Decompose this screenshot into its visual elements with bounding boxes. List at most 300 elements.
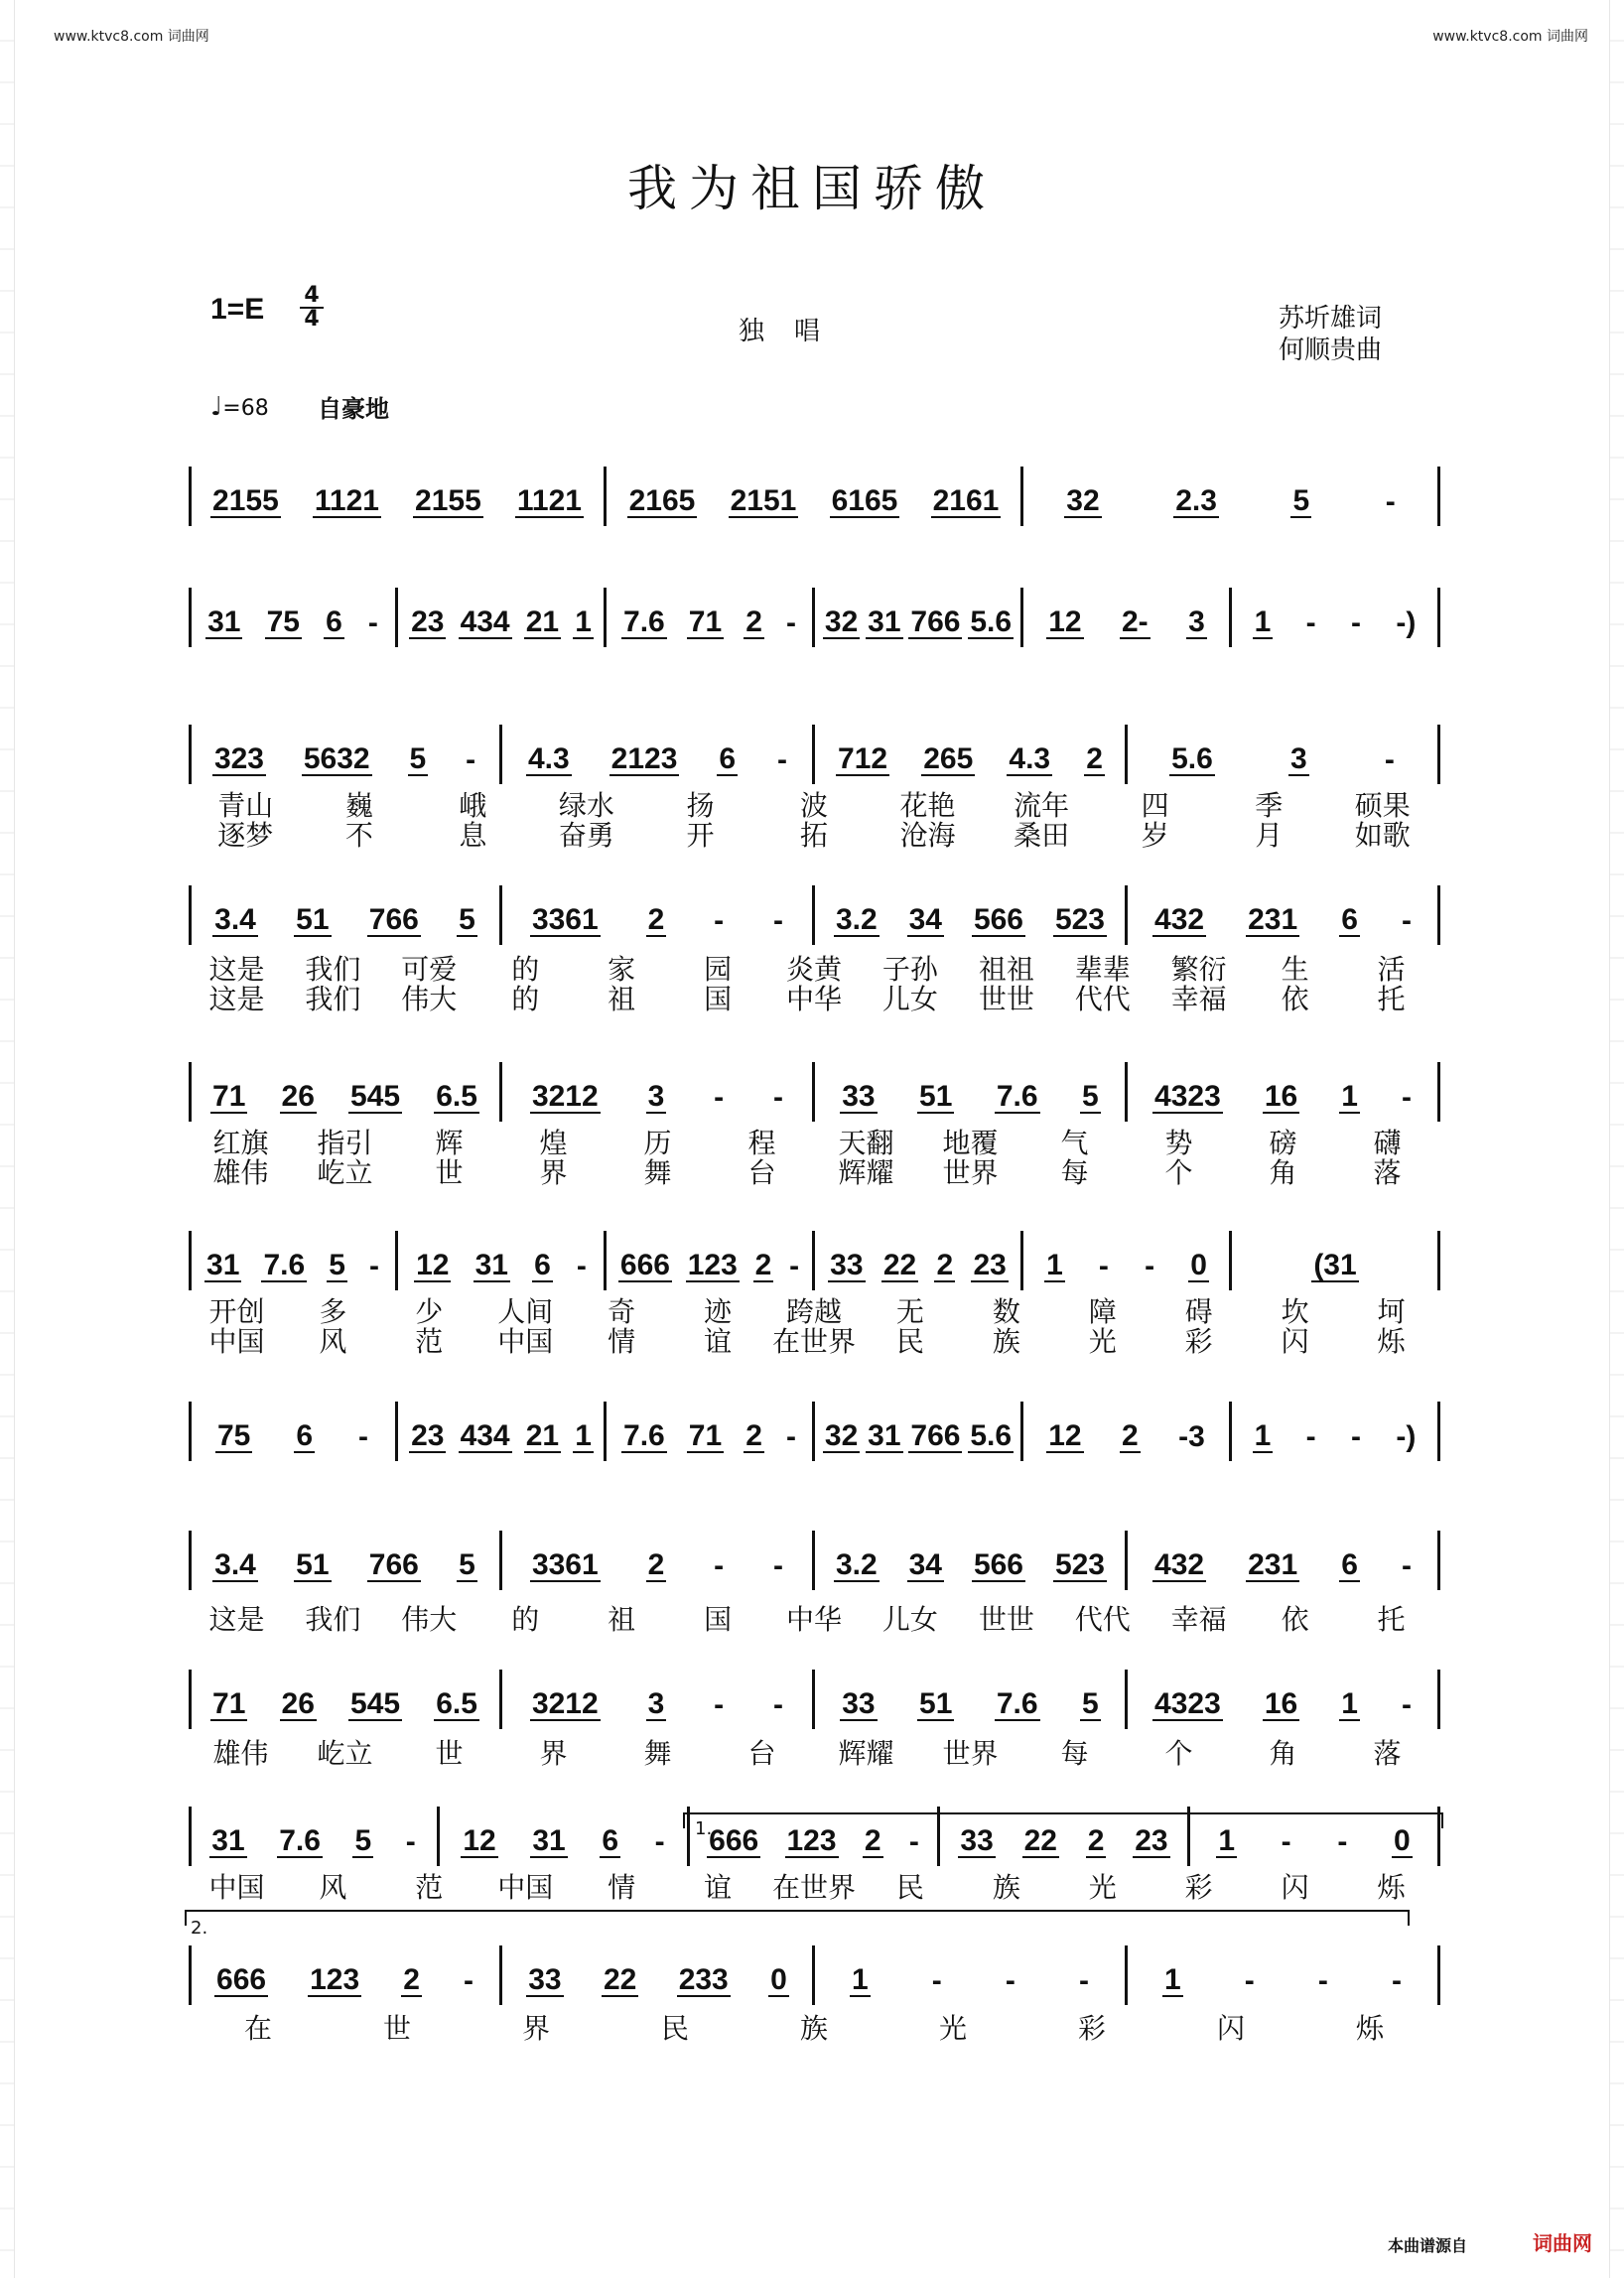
lyric-word: 民	[895, 1325, 924, 1358]
lyric-word: 流年	[1014, 789, 1070, 822]
song-title: 我为祖国骄傲	[627, 160, 997, 217]
lyric-word: 托	[1377, 983, 1406, 1015]
note-group: 2155	[212, 484, 279, 517]
note-group: 23	[411, 1419, 445, 1452]
note-group: 712	[838, 742, 888, 775]
barline	[1437, 725, 1440, 784]
note-group: 2123	[610, 742, 678, 775]
barline	[437, 1807, 440, 1866]
measure	[1133, 1070, 1433, 1126]
lyric-word: 硕果	[1354, 789, 1411, 822]
note-group: 23	[973, 1249, 1007, 1281]
note-group: 12	[1048, 1419, 1082, 1452]
barline	[1125, 885, 1128, 945]
measure	[1028, 1239, 1225, 1294]
note-group: 1	[1218, 1824, 1236, 1857]
note-group: 3212	[531, 1080, 599, 1113]
note-group: -	[463, 1964, 474, 1997]
measure	[195, 474, 600, 530]
notation-row	[189, 1539, 1439, 1594]
lyric-word: 落	[1373, 1737, 1402, 1770]
lyric-word: 奇	[608, 1295, 636, 1328]
notation-row	[189, 1070, 1439, 1126]
note-group: 16	[1264, 1687, 1298, 1720]
measure	[403, 1409, 600, 1465]
lyric-word: 势	[1164, 1127, 1193, 1159]
note-group: 434	[460, 1419, 510, 1452]
lyric-word: 雄伟	[212, 1737, 269, 1770]
lyric-word: 息	[459, 819, 487, 852]
notation-row	[189, 1953, 1439, 2009]
barline	[189, 1231, 192, 1290]
note-group: 434	[460, 605, 510, 638]
barline	[499, 725, 502, 784]
lyric-word: 托	[1377, 1603, 1406, 1636]
note-group: 2	[745, 1419, 762, 1452]
lyric-line	[189, 814, 1439, 854]
lyric-word: 活	[1377, 953, 1406, 986]
barline	[1020, 1402, 1023, 1461]
lyric-word: 彩	[1184, 1871, 1213, 1904]
note-group: 5	[409, 742, 427, 775]
note-group: 34	[908, 903, 942, 936]
first-ending-label: 1.	[695, 1818, 713, 1839]
lyric-word: 如歌	[1354, 819, 1411, 852]
quarter-note-icon: ♩	[210, 392, 223, 422]
note-group: 31	[868, 1419, 901, 1452]
lyric-word: 生	[1281, 953, 1309, 986]
barline	[189, 725, 192, 784]
lyric-word: 彩	[1184, 1325, 1213, 1358]
note-group: 3	[647, 1687, 665, 1720]
lyric-word: 幸福	[1170, 1603, 1227, 1636]
note-group: -	[1005, 1964, 1015, 1997]
barline	[1229, 1231, 1232, 1290]
note-group: -	[773, 1549, 784, 1582]
note-group: -	[367, 606, 378, 639]
lyric-word: 范	[415, 1325, 444, 1358]
lyric-word: 闪	[1281, 1325, 1309, 1358]
note-group: 71	[688, 1419, 723, 1452]
measure	[820, 1677, 1121, 1733]
barline	[1020, 1231, 1023, 1290]
lyric-word: 族	[992, 1325, 1020, 1358]
note-group: 265	[923, 742, 974, 775]
note-group: -	[1401, 904, 1412, 937]
lyric-word: 情	[608, 1871, 636, 1904]
lyric-word: 我们	[305, 953, 361, 986]
note-group: 7.6	[996, 1687, 1038, 1720]
lyric-word: 族	[799, 2012, 828, 2045]
note-group: 3	[647, 1080, 665, 1113]
barline	[189, 1531, 192, 1590]
tempo-value: =68	[222, 396, 269, 421]
note-group: 6	[719, 742, 737, 775]
lyric-word: 这是	[208, 953, 265, 986]
barline	[812, 1670, 815, 1729]
lyric-word: 指引	[317, 1127, 373, 1159]
lyric-word: 坎	[1281, 1295, 1309, 1328]
note-group: 32	[1066, 484, 1100, 517]
lyric-word: 多	[319, 1295, 347, 1328]
barline	[1125, 725, 1128, 784]
note-group: 3361	[531, 1548, 599, 1581]
note-group: -	[357, 1420, 368, 1453]
measure	[611, 1239, 808, 1294]
lyric-word: 磅	[1269, 1127, 1297, 1159]
barline	[189, 1807, 192, 1866]
note-group: -	[1244, 1964, 1255, 1997]
note-group: -	[576, 1250, 587, 1282]
note-group: 1	[1341, 1687, 1358, 1720]
lyric-word: 谊	[704, 1871, 733, 1904]
measure	[195, 733, 495, 788]
lyric-word: 祖祖	[978, 953, 1034, 986]
note-group: 7.6	[623, 1419, 665, 1452]
note-group: -	[1385, 485, 1396, 518]
note-group: 6	[1341, 903, 1358, 936]
lyric-word: 世	[382, 2012, 411, 2045]
lyric-word: 辈辈	[1074, 953, 1131, 986]
note-group: 2.3	[1175, 484, 1217, 517]
lyricist-credit: 苏圻雄词	[1279, 304, 1383, 334]
lyric-word: 界	[521, 2012, 550, 2045]
lyric-word: 民	[660, 2012, 689, 2045]
lyric-word: 礴	[1373, 1127, 1402, 1159]
note-group: 12	[1048, 605, 1082, 638]
measure	[195, 596, 391, 651]
note-group: 3.2	[835, 1548, 878, 1581]
first-ending-bracket	[683, 1812, 1443, 1828]
lyric-word: 迹	[704, 1295, 733, 1328]
lyric-word: 风	[319, 1871, 347, 1904]
note-group: -	[714, 1549, 725, 1582]
note-group: 31	[207, 605, 241, 638]
lyric-word: 波	[800, 789, 829, 822]
note-group: 7.6	[996, 1080, 1038, 1113]
note-group: 2	[647, 903, 665, 936]
lyric-word: 个	[1164, 1156, 1193, 1189]
note-group: 5	[459, 1548, 475, 1581]
lyric-word: 数	[992, 1295, 1020, 1328]
barline	[812, 1231, 815, 1290]
lyric-line	[189, 1866, 1439, 1906]
note-group: -	[773, 1081, 784, 1114]
note-group: 5.6	[970, 605, 1013, 638]
note-group: 1121	[516, 484, 582, 517]
lyric-word: 屹立	[317, 1737, 373, 1770]
note-group: 16	[1264, 1080, 1298, 1113]
note-group: 6165	[831, 484, 898, 517]
barline	[189, 588, 192, 647]
second-ending-bracket	[185, 1910, 1410, 1926]
note-group: 22	[1023, 1824, 1057, 1857]
measure	[1028, 596, 1225, 651]
measure	[820, 1239, 1016, 1294]
lyric-line	[189, 978, 1439, 1017]
note-group: 0	[1393, 1824, 1411, 1857]
note-group: 12	[463, 1824, 496, 1857]
lyric-word: 每	[1060, 1737, 1089, 1770]
lyric-word: 我们	[305, 1603, 361, 1636]
measure	[820, 1409, 1016, 1465]
note-group: 666	[619, 1249, 670, 1281]
note-group: 31	[474, 1249, 508, 1281]
note-group: 51	[296, 1548, 330, 1581]
note-group: -	[1098, 1250, 1109, 1282]
note-group: 566	[973, 903, 1023, 936]
lyric-word: 闪	[1216, 2012, 1245, 2045]
barline	[812, 1062, 815, 1122]
lyric-word: 世	[435, 1156, 464, 1189]
lyric-word: 烁	[1377, 1871, 1406, 1904]
measure	[611, 474, 1016, 530]
measure	[1028, 474, 1433, 530]
lyric-line	[189, 1598, 1439, 1638]
note-group: 323	[213, 742, 264, 775]
lyric-word: 烁	[1377, 1325, 1406, 1358]
measure	[195, 1409, 391, 1465]
measure	[507, 1070, 808, 1126]
site-url-left: www.ktvc8.com 词曲网	[54, 29, 209, 45]
lyric-word: 这是	[208, 1603, 265, 1636]
lyric-word: 园	[704, 953, 733, 986]
note-group: 2151	[730, 484, 797, 517]
note-group: -	[773, 904, 784, 937]
note-group: 666	[216, 1963, 267, 1996]
barline	[1437, 1062, 1440, 1122]
note-group: -	[714, 1688, 725, 1721]
lyric-word: 子孙	[881, 953, 938, 986]
footer-logo[interactable]: 词曲网	[1533, 2231, 1592, 2255]
lyric-word: 奋勇	[558, 819, 614, 852]
note-group: 21	[525, 1419, 560, 1452]
note-group: -	[1337, 1825, 1348, 1858]
lyric-word: 光	[938, 2012, 967, 2045]
lyric-word: 每	[1060, 1156, 1089, 1189]
note-group: 22	[603, 1963, 637, 1996]
note-group: 7.6	[623, 605, 665, 638]
lyric-word: 开创	[208, 1295, 265, 1328]
note-group: 766	[910, 1419, 961, 1452]
barline	[189, 1062, 192, 1122]
lyric-word: 台	[747, 1737, 776, 1770]
lyric-word: 世	[435, 1737, 464, 1770]
barline	[189, 1670, 192, 1729]
lyric-word: 幸福	[1170, 983, 1227, 1015]
note-group: 6	[1341, 1548, 1358, 1581]
second-ending-label: 2.	[191, 1918, 208, 1939]
lyric-word: 风	[319, 1325, 347, 1358]
note-group: 566	[973, 1548, 1023, 1581]
barline	[189, 467, 192, 526]
measure	[820, 1070, 1121, 1126]
lyric-word: 世世	[978, 1603, 1034, 1636]
measure	[507, 893, 808, 949]
note-group: -	[466, 743, 476, 776]
notation-row	[189, 893, 1439, 949]
note-group: 666	[709, 1824, 759, 1857]
note-group: 3.2	[835, 903, 878, 936]
barline	[812, 1945, 815, 2005]
lyric-word: 这是	[208, 983, 265, 1015]
note-group: 5.6	[970, 1419, 1013, 1452]
lyric-word: 的	[511, 1603, 540, 1636]
lyric-word: 角	[1269, 1156, 1297, 1189]
measure	[1237, 1239, 1433, 1294]
note-group: 766	[368, 903, 419, 936]
lyric-word: 月	[1255, 819, 1284, 852]
barline	[1125, 1670, 1128, 1729]
site-url-right: www.ktvc8.com 词曲网	[1432, 29, 1588, 45]
measure	[820, 893, 1121, 949]
note-group: -	[908, 1825, 919, 1858]
note-group: -	[1401, 1081, 1412, 1114]
measure	[1133, 1953, 1433, 2009]
note-group: 766	[910, 605, 961, 638]
note-group: -	[405, 1825, 416, 1858]
barline	[395, 1402, 398, 1461]
note-group: (31	[1313, 1249, 1357, 1281]
note-group: 1	[575, 1419, 592, 1452]
lyric-word: 在世界	[771, 1325, 856, 1358]
note-group: 4323	[1154, 1080, 1221, 1113]
lyric-word: 在世界	[771, 1871, 856, 1904]
lyric-word: 少	[415, 1295, 444, 1328]
lyric-word: 四	[1141, 789, 1169, 822]
time-signature-top: 4	[304, 283, 320, 308]
note-group: 2	[864, 1824, 881, 1857]
measure	[1237, 1409, 1433, 1465]
barline	[1437, 885, 1440, 945]
lyric-word: 雄伟	[212, 1156, 269, 1189]
note-group: 2	[1087, 1824, 1105, 1857]
note-group: 5	[1082, 1687, 1099, 1720]
note-group: 2	[403, 1963, 420, 1996]
lyric-line	[189, 1320, 1439, 1360]
note-group: 33	[842, 1687, 876, 1720]
lyric-word: 岁	[1141, 819, 1169, 852]
lyric-word: 世世	[978, 983, 1034, 1015]
footer-source-text: 本曲谱源自	[1388, 2236, 1468, 2255]
note-group: 4.3	[1009, 742, 1051, 775]
barline	[604, 467, 607, 526]
note-group: 7.6	[279, 1824, 321, 1857]
note-group: -	[1401, 1688, 1412, 1721]
lyric-word: 的	[511, 953, 540, 986]
lyric-word: 祖	[608, 983, 636, 1015]
measure	[507, 1677, 808, 1733]
barline	[189, 1402, 192, 1461]
note-group: -	[785, 606, 796, 639]
lyric-word: 角	[1269, 1737, 1297, 1770]
note-group: 6	[296, 1419, 314, 1452]
time-signature-bottom: 4	[300, 307, 324, 331]
lyric-word: 界	[539, 1737, 568, 1770]
note-group: 26	[281, 1687, 315, 1720]
lyric-word: 中华	[785, 1603, 842, 1636]
note-group: -	[1351, 1420, 1361, 1453]
barline	[1020, 588, 1023, 647]
lyric-word: 落	[1373, 1156, 1402, 1189]
performance-mode: 独唱	[739, 317, 851, 346]
note-group: -	[931, 1964, 942, 1997]
note-group: -	[654, 1825, 665, 1858]
lyric-word: 花艳	[899, 789, 956, 822]
note-group: 1	[1164, 1963, 1181, 1996]
note-group: 123	[786, 1824, 837, 1857]
note-group: 3	[1290, 742, 1307, 775]
note-group: 4323	[1154, 1687, 1221, 1720]
barline	[499, 1062, 502, 1122]
barline	[395, 588, 398, 647]
note-group: 33	[830, 1249, 864, 1281]
note-group: 71	[212, 1080, 246, 1113]
lyric-word: 的	[511, 983, 540, 1015]
barline	[812, 1531, 815, 1590]
measure	[611, 596, 808, 651]
measure	[820, 596, 1016, 651]
note-group: -	[1401, 1549, 1412, 1582]
measure	[403, 1239, 600, 1294]
barline	[499, 885, 502, 945]
note-group: 766	[368, 1548, 419, 1581]
barline	[395, 1231, 398, 1290]
lyric-word: 闪	[1281, 1871, 1309, 1904]
note-group: 12	[416, 1249, 450, 1281]
note-group: 2165	[628, 484, 696, 517]
note-group: -	[785, 1420, 796, 1453]
note-group: 75	[266, 605, 300, 638]
barline	[499, 1531, 502, 1590]
lyric-word: 彩	[1077, 2012, 1106, 2045]
barline	[1437, 1670, 1440, 1729]
note-group: -	[1281, 1825, 1291, 1858]
tempo-marking	[210, 392, 269, 422]
lyric-word: 中华	[785, 983, 842, 1015]
lyric-word: 伟大	[401, 983, 458, 1015]
note-group: 6	[602, 1824, 619, 1857]
note-group: 2	[754, 1249, 772, 1281]
note-group: -	[1391, 1964, 1402, 1997]
lyric-word: 青山	[217, 789, 274, 822]
lyric-word: 绿水	[558, 789, 614, 822]
note-group: 32	[824, 1419, 859, 1452]
note-group: 3212	[531, 1687, 599, 1720]
note-group: 3	[1188, 605, 1205, 638]
lyric-word: 坷	[1377, 1295, 1406, 1328]
note-group: 51	[919, 1687, 953, 1720]
note-group: 31	[206, 1249, 240, 1281]
time-signature	[300, 285, 324, 331]
barline	[1437, 1531, 1440, 1590]
right-margin-strip	[1609, 0, 1624, 2278]
lyric-word: 季	[1255, 789, 1284, 822]
note-group: 6.5	[436, 1687, 477, 1720]
note-group: 1	[1254, 605, 1272, 638]
note-group: 5	[329, 1249, 345, 1281]
note-group: 2161	[932, 484, 1000, 517]
lyric-word: 民	[895, 1871, 924, 1904]
note-group: 5	[1082, 1080, 1099, 1113]
measure	[820, 733, 1121, 788]
lyric-word: 儿女	[881, 983, 938, 1015]
lyric-line	[189, 1732, 1439, 1772]
note-group: 23	[411, 605, 445, 638]
barline	[604, 1402, 607, 1461]
lyric-word: 煌	[539, 1127, 568, 1159]
note-group: 1	[852, 1963, 869, 1996]
